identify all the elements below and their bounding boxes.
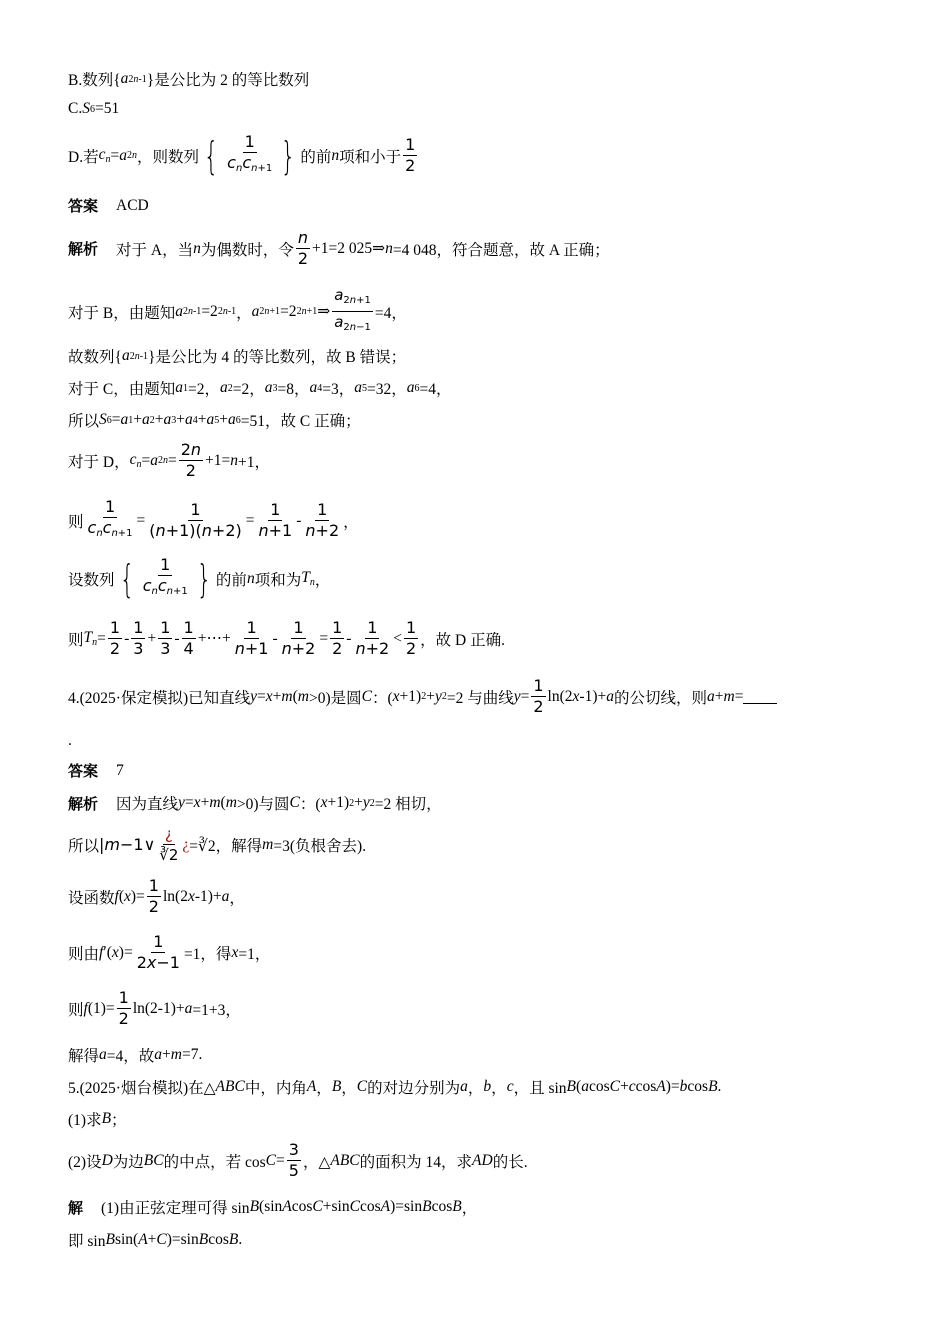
analysis-b: 对于 B，由题知 a 2n-1 =2 2n-1 ， a 2n+1 =2 2n+1 ⇒ $\frac{a_{2n+1}}{a_{2n-1}}$ =4， [68,286,407,333]
analysis-c2: 所以 S 6 = a 1 + a 2 + a 3 + a 4 + a 5 + a 6 =51，故 C 正确； [68,411,361,430]
question-4: 4.(2025·保定模拟)已知直线 y = x + m ( m >0)是圆 C ：( x +1) 2 + y 2 =2 与曲线 y = $\frac{1}{2}$ ln(2 x -1)+ a 的公切线，则 a + m = [68,676,777,717]
analysis-4-5: 则 f (1)= $\frac{1}{2}$ ln(2-1)+ a =1+3， [68,988,241,1028]
question-5-1: (1)求 B ； [68,1110,127,1129]
option-b: B.数列{ a 2n-1 }是公比为 2 的等比数列 [68,70,310,89]
analysis-b2: 故数列{ a 2n-1 }是公比为 4 的等比数列，故 B 错误； [68,347,407,366]
analysis-4-6: 解得 a =4，故 a + m =7. [68,1046,203,1065]
analysis-4-4: 则由 f ′( x )= $\frac{1}{2x-1}$ =1，得 x =1， [68,932,271,972]
answer-blank [743,689,777,704]
solution-1: 解 (1)由正弦定理可得 sin B (sin A cos C +sin C cos A )=sin B cos B ， [68,1198,478,1217]
analysis-c: 对于 C，由题知 a 1 =2， a 2 =2， a 3 =8， a 4 =3， a 5 =32， a 6 =4， [68,379,452,398]
analysis-d2: 则 $\frac{1}{c_nc_{n+1}}$ = $\frac{1}{(n+1)(n+2)}$ = $\frac{1}{n+1}$ - $\frac{1}{n+2}$ ， [68,497,359,540]
option-c: C. S 6 =51 [68,100,120,117]
analysis-d: 对于 D， $c_n$ = a 2n = $\frac{2n}{2}$ +1= n +1， [68,440,271,480]
question-5: 5.(2025·烟台模拟)在△ ABC 中，内角 A ， B ， C 的对边分别为 a ， b ， c ，且 sin B ( a cos C + c cos A )= b cos B . [68,1078,722,1097]
solution-2: 即 sin B sin( A + C )=sin B cos B . [68,1231,243,1250]
answer-1: 答案 ACD [68,196,149,215]
analysis-d3: 设数列 { $\frac{1}{c_nc_{n+1}}$ } 的前 n 项和为 $T_n$ ， [68,555,331,601]
analysis-d4: 则 $T_n$ = $\frac{1}{2}$ - $\frac{1}{3}$ + $\frac{1}{3}$ - $\frac{1}{4}$ +⋯+ $\frac{1}{n+1}$ - $\frac{1}{n+2}$ = $\frac{1}{2}$ - $\frac{1}{n+2}$ < $\frac{1}{2}$ ，故 D 正确. [68,618,505,658]
analysis-4-1: 解析 因为直线 y = x + m ( m >0)与圆 C ：( x +1) 2 + y 2 =2 相切， [68,794,442,813]
analysis-a: 解析 对于 A，当 n 为偶数时，令 $\frac{n}{2}$ +1=2 025⇒ n =4 048，符合题意，故 A 正确； [68,228,610,268]
option-d: D.若 $c_n$ = a 2n ，则数列 { $\frac{1}{c_nc_{n+1}}$ } 的前 n 项和小于 $\frac{1}{2}$ [68,132,416,178]
analysis-4-3: 设函数 f ( x )= $\frac{1}{2}$ ln(2 x -1)+ a ， [68,876,245,916]
question-4-dot: . [68,732,72,749]
question-5-2: (2)设 D 为边 BC 的中点，若 cos C = $\frac{3}{5}$ ，△ ABC 的面积为 14，求 AD 的长. [68,1140,528,1180]
analysis-4-2: 所以 |m−1∨ $\frac{¿}{∛2}$ ¿ =∛2，解得 m =3(负根舍去). [68,825,367,864]
answer-2: 答案 7 [68,761,124,780]
